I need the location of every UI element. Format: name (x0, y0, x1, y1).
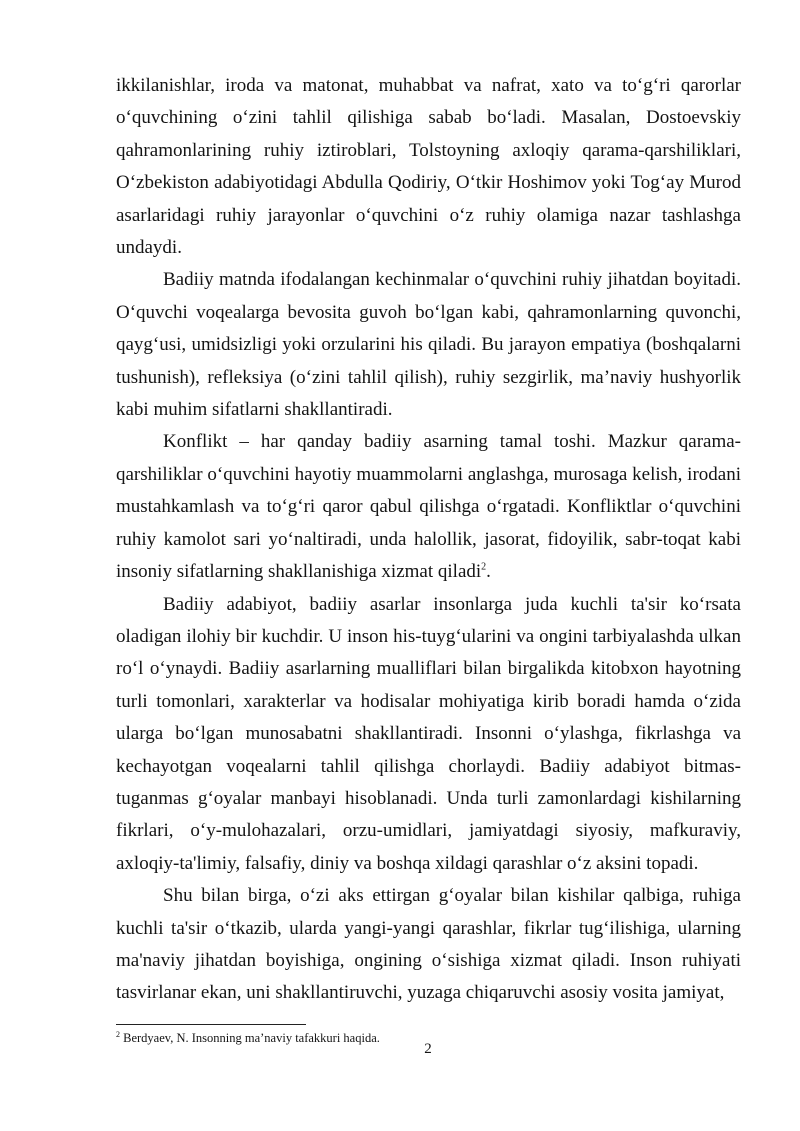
page-number: 2 (424, 1041, 432, 1057)
paragraph-3 (116, 426, 741, 588)
footnote-separator (116, 1024, 306, 1025)
paragraph-4 (116, 589, 741, 881)
paragraph-4-text: Badiiy adabiyot, badiiy asarlar insonlarga juda kuchli ta'sir ko‘rsata oladigan ilohiy bir kuchdir. U inson his-tuyg‘ularini va ongini tarbiyalashda ulkan ro‘l o‘ynaydi. Badiiy asarlarning mualliflari bilan birgalikda kitobxon hayotning turli tomonlari, xarakterlar va hodisalar mohiyatiga kirib boradi hamda o‘zida ularga bo‘lgan munosabatni shakllantiradi. Insonni o‘ylashga, fikrlashga va kechayotgan voqealarni tahlil qilishga chorlaydi. Badiiy adabiyot bitmas-tuganmas g‘oyalar manbayi hisoblanadi. Unda turli zamonlardagi kishilarning fikrlari, o‘y-mulohazalari, orzu-umidlari, jamiyatdagi siyosiy, mafkuraviy, axloqiy-ta'limiy, falsafiy, diniy va boshqa xildagi qarashlar o‘z aksini topadi. (116, 593, 741, 874)
paragraph-5-text: Shu bilan birga, o‘zi aks ettirgan g‘oyalar bilan kishilar qalbiga, ruhiga kuchli ta'sir o‘tkazib, ularda yangi-yangi qarashlar, fikrlar tug‘ilishiga, ularning ma'naviy jihatdan boyishiga, ongining o‘sishiga xizmat qiladi. Inson ruhiyati tasvirlanar ekan, uni shakllantiruvchi, yuzaga chiqaruvchi asosiy vosita jamiyat, (116, 885, 741, 1004)
paragraph-1-text: ikkilanishlar, iroda va matonat, muhabbat va nafrat, xato va to‘g‘ri qarorlar o‘quvchining o‘zini tahlil qilishiga sabab bo‘ladi. Masalan, Dostoevskiy qahramonlarining ruhiy iztiroblari, Tolstoyning axloqiy qarama-qarshiliklari, O‘zbekiston adabiyotidagi Abdulla Qodiriy, O‘tkir Hoshimov yoki Tog‘ay Murod asarlaridagi ruhiy jarayonlar o‘quvchini o‘z ruhiy olamiga nazar tashlashga undaydi. (116, 75, 741, 259)
footnote-text: Berdyaev, N. Insonning ma’naviy tafakkuri haqida. (123, 1031, 380, 1045)
paragraph-5 (116, 880, 741, 1010)
paragraph-3-end-punctuation: . (486, 561, 491, 583)
paragraph-1 (116, 70, 741, 264)
footnote-marker: 2 (116, 1029, 120, 1039)
paragraph-2 (116, 264, 741, 426)
paragraph-2-text: Badiiy matnda ifodalangan kechinmalar o‘quvchini ruhiy jihatdan boyitadi. O‘quvchi voqealarga bevosita guvoh bo‘lgan kabi, qahramonlarning quvonchi, qayg‘usi, umidsizligi yoki orzularini his qiladi. Bu jarayon empatiya (boshqalarni tushunish), refleksiya (o‘zini tahlil qilish), ruhiy sezgirlik, ma’naviy hushyorlik kabi muhim sifatlarni shakllantiradi. (116, 269, 741, 421)
paragraph-3-text: Konflikt – har qanday badiiy asarning tamal toshi. Mazkur qarama-qarshiliklar o‘quvchini hayotiy muammolarni anglashga, murosaga kelish, irodani mustahkamlash va to‘g‘ri qaror qabul qilishga o‘rgatadi. Konfliktlar o‘quvchini ruhiy kamolot sari yo‘naltiradi, unda halollik, jasorat, fidoyilik, sabr-toqat kabi insoniy sifatlarning shakllanishiga xizmat qiladi (116, 431, 741, 583)
footnote-reference[interactable]: 2 (481, 561, 487, 573)
document-body (116, 70, 741, 1010)
